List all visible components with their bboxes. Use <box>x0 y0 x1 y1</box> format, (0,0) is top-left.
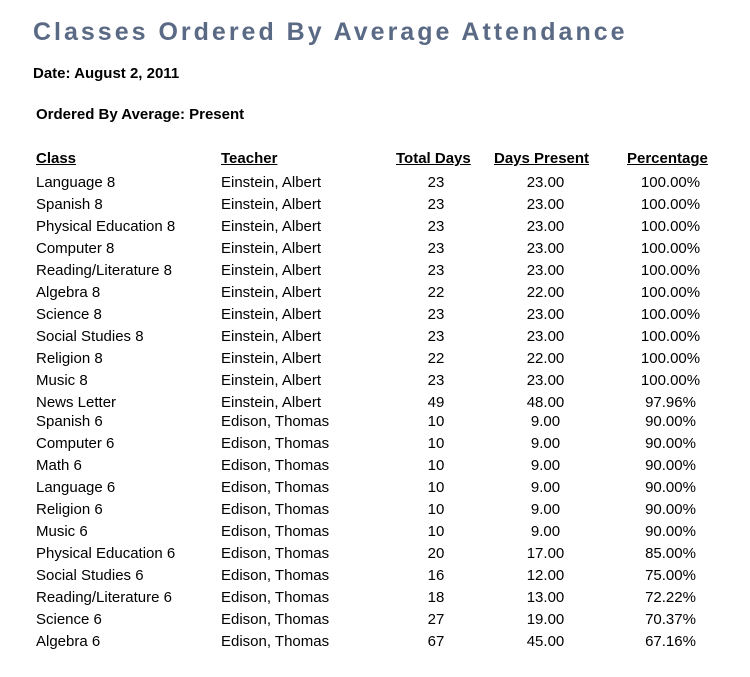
table-row <box>0 522 750 544</box>
table-row <box>0 478 750 500</box>
table-row <box>0 544 750 566</box>
cell-percentage: 100.00% <box>640 306 701 323</box>
cell-total-days: 10 <box>427 435 445 452</box>
header-class: Class <box>36 150 77 167</box>
table-row <box>0 371 750 393</box>
cell-days-present: 48.00 <box>526 394 565 411</box>
table-row <box>0 173 750 195</box>
cell-total-days: 16 <box>427 567 445 584</box>
cell-percentage: 85.00% <box>645 545 696 562</box>
cell-teacher: Edison, Thomas <box>221 611 330 628</box>
cell-days-present: 23.00 <box>526 262 565 279</box>
cell-class: Computer 6 <box>36 435 115 452</box>
table-row <box>0 195 750 217</box>
cell-total-days: 10 <box>427 501 445 518</box>
cell-percentage: 100.00% <box>640 174 701 191</box>
cell-class: Computer 8 <box>36 240 115 257</box>
cell-class: Reading/Literature 8 <box>36 262 172 279</box>
report-date: Date: August 2, 2011 <box>33 65 180 82</box>
cell-class: Religion 6 <box>36 501 103 518</box>
cell-days-present: 9.00 <box>530 523 561 540</box>
cell-days-present: 9.00 <box>530 501 561 518</box>
cell-percentage: 100.00% <box>640 328 701 345</box>
cell-percentage: 75.00% <box>645 567 696 584</box>
report-title: Classes Ordered By Average Attendance <box>33 18 628 46</box>
table-row <box>0 217 750 239</box>
cell-teacher: Edison, Thomas <box>221 545 330 562</box>
table-row <box>0 610 750 632</box>
cell-days-present: 17.00 <box>526 545 565 562</box>
cell-class: Science 6 <box>36 611 102 628</box>
table-row <box>0 412 750 434</box>
cell-days-present: 9.00 <box>530 457 561 474</box>
cell-teacher: Edison, Thomas <box>221 457 330 474</box>
cell-total-days: 23 <box>427 218 445 235</box>
cell-total-days: 10 <box>427 523 445 540</box>
cell-class: Social Studies 8 <box>36 328 144 345</box>
cell-days-present: 9.00 <box>530 435 561 452</box>
cell-days-present: 23.00 <box>526 174 565 191</box>
cell-days-present: 13.00 <box>526 589 565 606</box>
cell-days-present: 9.00 <box>530 413 561 430</box>
cell-days-present: 22.00 <box>526 284 565 301</box>
cell-percentage: 70.37% <box>645 611 696 628</box>
table-row <box>0 456 750 478</box>
cell-percentage: 72.22% <box>645 589 696 606</box>
cell-class: Music 6 <box>36 523 88 540</box>
cell-teacher: Einstein, Albert <box>221 306 322 323</box>
cell-days-present: 19.00 <box>526 611 565 628</box>
cell-percentage: 90.00% <box>645 457 696 474</box>
cell-class: Religion 8 <box>36 350 103 367</box>
header-total-days: Total Days <box>396 150 471 167</box>
cell-total-days: 23 <box>427 306 445 323</box>
header-days-present: Days Present <box>494 150 590 167</box>
cell-days-present: 23.00 <box>526 328 565 345</box>
cell-total-days: 20 <box>427 545 445 562</box>
report-subtitle: Ordered By Average: Present <box>36 106 245 123</box>
cell-teacher: Einstein, Albert <box>221 394 322 411</box>
cell-total-days: 23 <box>427 328 445 345</box>
cell-total-days: 49 <box>427 394 445 411</box>
cell-teacher: Einstein, Albert <box>221 262 322 279</box>
table-row <box>0 261 750 283</box>
cell-teacher: Einstein, Albert <box>221 350 322 367</box>
cell-teacher: Edison, Thomas <box>221 589 330 606</box>
table-row <box>0 349 750 371</box>
cell-class: Spanish 6 <box>36 413 103 430</box>
cell-total-days: 18 <box>427 589 445 606</box>
cell-teacher: Edison, Thomas <box>221 413 330 430</box>
cell-teacher: Einstein, Albert <box>221 372 322 389</box>
cell-teacher: Einstein, Albert <box>221 284 322 301</box>
header-percentage: Percentage <box>627 150 708 167</box>
cell-total-days: 10 <box>427 479 445 496</box>
cell-class: Algebra 8 <box>36 284 101 301</box>
cell-total-days: 23 <box>427 372 445 389</box>
table-row <box>0 566 750 588</box>
table-header <box>0 150 750 170</box>
table-row <box>0 588 750 610</box>
cell-teacher: Einstein, Albert <box>221 174 322 191</box>
cell-teacher: Edison, Thomas <box>221 523 330 540</box>
cell-class: Language 6 <box>36 479 116 496</box>
cell-percentage: 100.00% <box>640 350 701 367</box>
cell-class: Science 8 <box>36 306 102 323</box>
cell-total-days: 10 <box>427 457 445 474</box>
cell-teacher: Einstein, Albert <box>221 240 322 257</box>
cell-teacher: Edison, Thomas <box>221 501 330 518</box>
table-row <box>0 305 750 327</box>
cell-percentage: 100.00% <box>640 262 701 279</box>
cell-class: Social Studies 6 <box>36 567 144 584</box>
cell-percentage: 90.00% <box>645 479 696 496</box>
cell-days-present: 23.00 <box>526 240 565 257</box>
cell-percentage: 100.00% <box>640 240 701 257</box>
cell-teacher: Edison, Thomas <box>221 479 330 496</box>
cell-percentage: 100.00% <box>640 196 701 213</box>
table-body <box>0 173 750 654</box>
cell-days-present: 23.00 <box>526 196 565 213</box>
table-row <box>0 283 750 305</box>
cell-total-days: 23 <box>427 240 445 257</box>
cell-total-days: 27 <box>427 611 445 628</box>
cell-percentage: 97.96% <box>645 394 696 411</box>
cell-percentage: 90.00% <box>645 435 696 452</box>
cell-class: Music 8 <box>36 372 88 389</box>
cell-teacher: Edison, Thomas <box>221 567 330 584</box>
cell-class: Math 6 <box>36 457 82 474</box>
cell-days-present: 12.00 <box>526 567 565 584</box>
cell-total-days: 23 <box>427 262 445 279</box>
cell-percentage: 100.00% <box>640 284 701 301</box>
cell-days-present: 9.00 <box>530 479 561 496</box>
cell-days-present: 23.00 <box>526 306 565 323</box>
table-row <box>0 327 750 349</box>
cell-days-present: 23.00 <box>526 372 565 389</box>
cell-percentage: 100.00% <box>640 372 701 389</box>
cell-percentage: 90.00% <box>645 413 696 430</box>
cell-total-days: 22 <box>427 284 445 301</box>
cell-days-present: 23.00 <box>526 218 565 235</box>
cell-percentage: 90.00% <box>645 523 696 540</box>
table-row <box>0 434 750 456</box>
cell-teacher: Einstein, Albert <box>221 328 322 345</box>
cell-total-days: 23 <box>427 196 445 213</box>
table-row <box>0 632 750 654</box>
cell-teacher: Einstein, Albert <box>221 196 322 213</box>
cell-teacher: Einstein, Albert <box>221 218 322 235</box>
table-row <box>0 393 750 412</box>
cell-days-present: 45.00 <box>526 633 565 650</box>
cell-teacher: Edison, Thomas <box>221 633 330 650</box>
header-teacher: Teacher <box>221 150 278 167</box>
cell-class: Spanish 8 <box>36 196 103 213</box>
cell-percentage: 100.00% <box>640 218 701 235</box>
cell-total-days: 10 <box>427 413 445 430</box>
cell-days-present: 22.00 <box>526 350 565 367</box>
cell-total-days: 23 <box>427 174 445 191</box>
cell-total-days: 22 <box>427 350 445 367</box>
cell-class: Reading/Literature 6 <box>36 589 172 606</box>
cell-percentage: 90.00% <box>645 501 696 518</box>
cell-total-days: 67 <box>427 633 445 650</box>
table-row <box>0 500 750 522</box>
cell-class: Algebra 6 <box>36 633 101 650</box>
cell-class: News Letter <box>36 394 117 411</box>
table-row <box>0 239 750 261</box>
cell-class: Physical Education 6 <box>36 545 176 562</box>
cell-class: Physical Education 8 <box>36 218 176 235</box>
cell-class: Language 8 <box>36 174 116 191</box>
cell-percentage: 67.16% <box>645 633 696 650</box>
cell-teacher: Edison, Thomas <box>221 435 330 452</box>
